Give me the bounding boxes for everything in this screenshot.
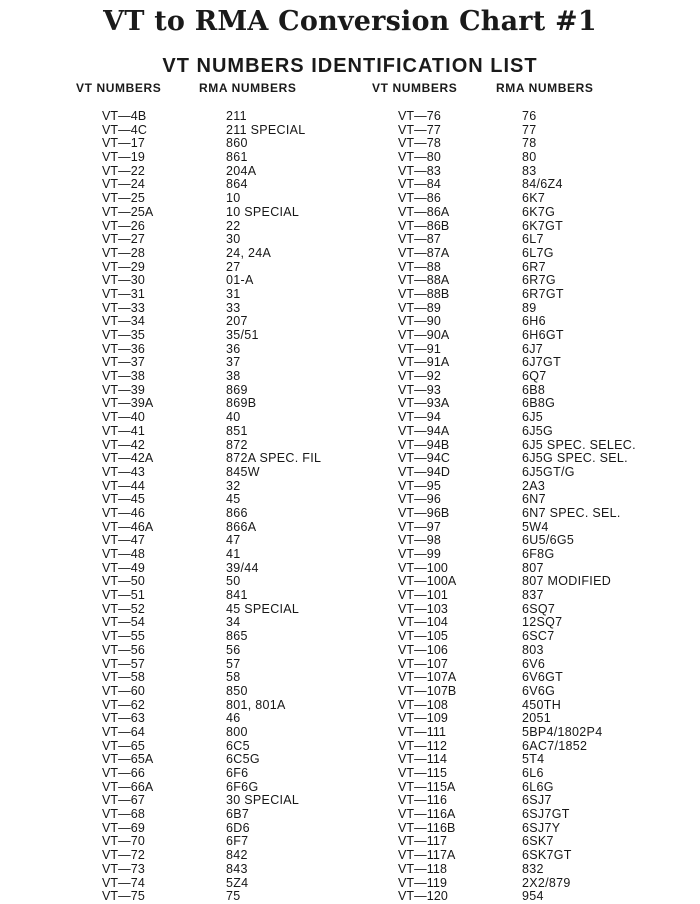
table-row — [0, 178, 700, 192]
rma-number: 27 — [226, 259, 241, 274]
vt-number: VT—66A — [102, 779, 154, 794]
vt-number: VT—49 — [102, 560, 145, 575]
vt-number: VT—62 — [102, 697, 145, 712]
table-row — [0, 397, 700, 411]
vt-number: VT—89 — [398, 300, 441, 315]
vt-number: VT—17 — [102, 136, 145, 151]
vt-number: VT—36 — [102, 341, 145, 356]
vt-number: VT—94B — [398, 437, 450, 452]
vt-number: VT—46 — [102, 505, 145, 520]
vt-number: VT—75 — [102, 889, 145, 904]
vt-number: VT—66 — [102, 766, 145, 780]
vt-number: VT—91A — [398, 355, 450, 370]
rma-number: 10 — [226, 191, 241, 206]
vt-number: VT—115 — [398, 766, 448, 780]
vt-number: VT—94 — [398, 410, 441, 425]
vt-number: VT—33 — [102, 300, 145, 315]
rma-number: 6SK7 — [522, 834, 554, 849]
right-rma-column-header: RMA NUMBERS — [496, 81, 594, 95]
vt-number: VT—45 — [102, 492, 145, 507]
rma-number: 6K7G — [522, 204, 556, 219]
rma-number: 6L7 — [522, 232, 544, 247]
vt-number: VT—42A — [102, 451, 154, 466]
table-row — [0, 302, 700, 316]
table-row — [0, 877, 700, 891]
vt-number: VT—80 — [398, 150, 441, 165]
vt-number: VT—46A — [102, 519, 154, 534]
vt-number: VT—57 — [102, 656, 145, 671]
rma-number: 6B7 — [226, 807, 250, 822]
rma-number: 6J5G — [522, 423, 554, 438]
rma-number: 6V6G — [522, 683, 556, 698]
table-row — [0, 575, 700, 589]
vt-number: VT—107B — [398, 683, 457, 698]
vt-number: VT—119 — [398, 875, 448, 890]
rma-number: 6J7 — [522, 341, 544, 356]
right-conversion-list — [0, 110, 700, 904]
vt-number: VT—25A — [102, 204, 154, 219]
rma-number: 6SJ7 — [522, 793, 552, 808]
table-row — [0, 863, 700, 877]
table-row — [0, 726, 700, 740]
vt-number: VT—104 — [398, 615, 448, 630]
rma-number: 33 — [226, 300, 241, 315]
table-row — [0, 644, 700, 658]
vt-number: VT—25 — [102, 191, 145, 206]
page-title: VT to RMA Conversion Chart #1 — [103, 6, 597, 37]
rma-number: 6SK7GT — [522, 848, 572, 863]
table-row — [0, 658, 700, 672]
vt-number: VT—100A — [398, 574, 457, 589]
rma-number: 845W — [226, 464, 260, 479]
rma-number: 6F7 — [226, 834, 249, 849]
table-row — [0, 534, 700, 548]
vt-number: VT—111 — [398, 724, 447, 739]
vt-number: VT—99 — [398, 547, 441, 561]
table-row — [0, 247, 700, 261]
vt-number: VT—107A — [398, 670, 457, 685]
vt-number: VT—86A — [398, 204, 450, 219]
vt-number: VT—77 — [398, 122, 441, 137]
table-row — [0, 616, 700, 630]
rma-number: 56 — [226, 642, 241, 657]
vt-number: VT—101 — [398, 588, 448, 603]
table-row — [0, 493, 700, 507]
rma-number: 6SJ7GT — [522, 807, 570, 822]
rma-number: 800 — [226, 724, 248, 739]
vt-number: VT—65 — [102, 738, 145, 753]
rma-number: 6R7GT — [522, 286, 564, 301]
vt-number: VT—107 — [398, 656, 448, 671]
vt-number: VT—39 — [102, 382, 145, 397]
vt-number: VT—58 — [102, 670, 145, 685]
rma-number: 6SC7 — [522, 629, 555, 644]
vt-number: VT—86 — [398, 191, 441, 206]
vt-number: VT—117A — [398, 848, 456, 863]
vt-number: VT—90A — [398, 328, 450, 342]
rma-number: 2A3 — [522, 478, 546, 493]
table-row — [0, 288, 700, 302]
table-row — [0, 808, 700, 822]
table-row — [0, 343, 700, 357]
vt-number: VT—52 — [102, 601, 145, 616]
rma-number: 39/44 — [226, 560, 259, 575]
rma-number: 869 — [226, 382, 248, 397]
vt-number: VT—41 — [102, 423, 145, 438]
table-row — [0, 425, 700, 439]
rma-number: 865 — [226, 629, 248, 644]
vt-number: VT—94D — [398, 464, 451, 479]
vt-number: VT—93A — [398, 396, 450, 411]
table-row — [0, 233, 700, 247]
rma-number: 861 — [226, 150, 248, 165]
rma-number: 40 — [226, 410, 241, 425]
vt-number: VT—83 — [398, 163, 441, 178]
vt-number: VT—56 — [102, 642, 145, 657]
rma-number: 842 — [226, 848, 248, 863]
rma-number: 6U5/6G5 — [522, 533, 575, 548]
rma-number: 6F8G — [522, 547, 555, 561]
rma-number: 31 — [226, 286, 241, 301]
table-row — [0, 124, 700, 138]
rma-number: 32 — [226, 478, 241, 493]
rma-number: 30 SPECIAL — [226, 793, 300, 808]
rma-number: 872 — [226, 437, 248, 452]
table-row — [0, 753, 700, 767]
rma-number: 850 — [226, 683, 248, 698]
vt-number: VT—116B — [398, 820, 456, 835]
vt-number: VT—88 — [398, 259, 441, 274]
table-row — [0, 548, 700, 562]
list-subtitle: VT NUMBERS IDENTIFICATION LIST — [162, 55, 538, 77]
rma-number: 6L6G — [522, 779, 554, 794]
table-row — [0, 315, 700, 329]
rma-number: 5W4 — [522, 519, 549, 534]
rma-number: 35/51 — [226, 328, 259, 342]
vt-number: VT—65A — [102, 752, 154, 767]
vt-number: VT—31 — [102, 286, 145, 301]
table-row — [0, 712, 700, 726]
table-row — [0, 740, 700, 754]
table-row — [0, 329, 700, 343]
vt-number: VT—51 — [102, 588, 145, 603]
rma-number: 38 — [226, 369, 241, 384]
rma-number: 207 — [226, 314, 248, 329]
rma-number: 83 — [522, 163, 537, 178]
vt-number: VT—74 — [102, 875, 145, 890]
rma-number: 6J5 — [522, 410, 544, 425]
vt-number: VT—64 — [102, 724, 145, 739]
vt-number: VT—116A — [398, 807, 456, 822]
rma-number: 6J5G SPEC. SEL. — [522, 451, 628, 466]
vt-number: VT—69 — [102, 820, 145, 835]
vt-number: VT—73 — [102, 861, 145, 876]
vt-number: VT—96 — [398, 492, 441, 507]
rma-number: 851 — [226, 423, 248, 438]
rma-number: 24, 24A — [226, 245, 272, 260]
vt-number: VT—117 — [398, 834, 448, 849]
rma-number: 801, 801A — [226, 697, 286, 712]
vt-number: VT—4C — [102, 122, 147, 137]
rma-number: 6H6 — [522, 314, 546, 329]
rma-number: 6R7 — [522, 259, 546, 274]
vt-number: VT—44 — [102, 478, 145, 493]
rma-number: 75 — [226, 889, 241, 904]
table-row — [0, 137, 700, 151]
rma-number: 78 — [522, 136, 537, 151]
table-row — [0, 835, 700, 849]
table-row — [0, 890, 700, 904]
vt-number: VT—34 — [102, 314, 145, 329]
rma-number: 6B8 — [522, 382, 546, 397]
vt-number: VT—42 — [102, 437, 145, 452]
rma-number: 864 — [226, 177, 248, 192]
rma-number: 6J7GT — [522, 355, 562, 370]
rma-number: 45 — [226, 492, 241, 507]
vt-number: VT—115A — [398, 779, 456, 794]
vt-number: VT—27 — [102, 232, 145, 247]
left-vt-column-header: VT NUMBERS — [76, 81, 162, 95]
table-row — [0, 849, 700, 863]
vt-number: VT—72 — [102, 848, 145, 863]
vt-number: VT—97 — [398, 519, 441, 534]
rma-number: 204A — [226, 163, 257, 178]
table-row — [0, 206, 700, 220]
vt-number: VT—90 — [398, 314, 441, 329]
vt-number: VT—48 — [102, 547, 145, 561]
rma-number: 211 — [226, 109, 247, 123]
vt-number: VT—55 — [102, 629, 145, 644]
table-row — [0, 699, 700, 713]
rma-number: 832 — [522, 861, 544, 876]
rma-number: 2051 — [522, 711, 552, 726]
rma-number: 34 — [226, 615, 241, 630]
rma-number: 84/6Z4 — [522, 177, 563, 192]
vt-number: VT—108 — [398, 697, 448, 712]
vt-number: VT—50 — [102, 574, 145, 589]
rma-number: 30 — [226, 232, 241, 247]
rma-number: 6Q7 — [522, 369, 547, 384]
rma-number: 6C5 — [226, 738, 250, 753]
table-row — [0, 562, 700, 576]
rma-number: 6SJ7Y — [522, 820, 561, 835]
rma-number: 6SQ7 — [522, 601, 556, 616]
rma-number: 872A SPEC. FIL — [226, 451, 322, 466]
vt-number: VT—84 — [398, 177, 441, 192]
vt-number: VT—43 — [102, 464, 145, 479]
vt-number: VT—22 — [102, 163, 145, 178]
table-row — [0, 165, 700, 179]
rma-number: 6F6 — [226, 766, 249, 780]
rma-number: 6C5G — [226, 752, 260, 767]
rma-number: 837 — [522, 588, 544, 603]
rma-number: 6B8G — [522, 396, 556, 411]
vt-number: VT—47 — [102, 533, 145, 548]
rma-number: 841 — [226, 588, 248, 603]
rma-number: 36 — [226, 341, 241, 356]
rma-number: 5T4 — [522, 752, 545, 767]
vt-number: VT—114 — [398, 752, 448, 767]
rma-number: 807 MODIFIED — [522, 574, 612, 589]
rma-number: 12SQ7 — [522, 615, 563, 630]
vt-number: VT—94C — [398, 451, 451, 466]
vt-number: VT—98 — [398, 533, 441, 548]
rma-number: 6AC7/1852 — [522, 738, 588, 753]
table-row — [0, 356, 700, 370]
rma-number: 954 — [522, 889, 544, 904]
table-row — [0, 630, 700, 644]
vt-number: VT—78 — [398, 136, 441, 151]
table-row — [0, 794, 700, 808]
rma-number: 80 — [522, 150, 537, 165]
vt-number: VT—103 — [398, 601, 448, 616]
rma-number: 89 — [522, 300, 537, 315]
vt-number: VT—88A — [398, 273, 450, 288]
vt-number: VT—4B — [102, 109, 147, 123]
table-row — [0, 261, 700, 275]
rma-number: 6L7G — [522, 245, 554, 260]
vt-number: VT—88B — [398, 286, 450, 301]
rma-number: 866A — [226, 519, 257, 534]
vt-number: VT—39A — [102, 396, 154, 411]
rma-number: 45 SPECIAL — [226, 601, 300, 616]
table-row — [0, 439, 700, 453]
rma-number: 6J5GT/G — [522, 464, 575, 479]
table-row — [0, 685, 700, 699]
table-row — [0, 480, 700, 494]
vt-number: VT—40 — [102, 410, 145, 425]
rma-number: 6D6 — [226, 820, 250, 835]
table-row — [0, 151, 700, 165]
rma-number: 5Z4 — [226, 875, 249, 890]
rma-number: 6J5 SPEC. SELEC. — [522, 437, 636, 452]
rma-number: 50 — [226, 574, 241, 589]
rma-number: 41 — [226, 547, 241, 561]
rma-number: 37 — [226, 355, 241, 370]
vt-number: VT—28 — [102, 245, 145, 260]
rma-number: 6F6G — [226, 779, 259, 794]
table-row — [0, 589, 700, 603]
rma-number: 6V6 — [522, 656, 546, 671]
table-row — [0, 110, 700, 124]
table-row — [0, 192, 700, 206]
rma-number: 6H6GT — [522, 328, 564, 342]
rma-number: 6K7 — [522, 191, 546, 206]
vt-number: VT—67 — [102, 793, 145, 808]
vt-number: VT—29 — [102, 259, 145, 274]
vt-number: VT—100 — [398, 560, 448, 575]
table-row — [0, 822, 700, 836]
vt-number: VT—35 — [102, 328, 145, 342]
rma-number: 6L6 — [522, 766, 544, 780]
vt-number: VT—106 — [398, 642, 448, 657]
table-row — [0, 603, 700, 617]
vt-number: VT—92 — [398, 369, 441, 384]
table-row — [0, 452, 700, 466]
rma-number: 6V6GT — [522, 670, 564, 685]
right-vt-column-header: VT NUMBERS — [372, 81, 458, 95]
rma-number: 10 SPECIAL — [226, 204, 300, 219]
rma-number: 807 — [522, 560, 544, 575]
vt-number: VT—19 — [102, 150, 145, 165]
vt-number: VT—87 — [398, 232, 441, 247]
rma-number: 46 — [226, 711, 241, 726]
rma-number: 803 — [522, 642, 544, 657]
table-row — [0, 411, 700, 425]
rma-number: 6R7G — [522, 273, 556, 288]
left-rma-column-header: RMA NUMBERS — [199, 81, 297, 95]
rma-number: 866 — [226, 505, 248, 520]
rma-number: 450TH — [522, 697, 562, 712]
rma-number: 5BP4/1802P4 — [522, 724, 603, 739]
rma-number: 6K7GT — [522, 218, 564, 233]
vt-number: VT—91 — [398, 341, 441, 356]
table-row — [0, 274, 700, 288]
vt-number: VT—26 — [102, 218, 145, 233]
vt-number: VT—70 — [102, 834, 145, 849]
vt-number: VT—38 — [102, 369, 145, 384]
rma-number: 57 — [226, 656, 241, 671]
vt-number: VT—68 — [102, 807, 145, 822]
table-row — [0, 384, 700, 398]
vt-number: VT—30 — [102, 273, 145, 288]
vt-number: VT—118 — [398, 861, 448, 876]
rma-number: 77 — [522, 122, 537, 137]
table-row — [0, 370, 700, 384]
vt-number: VT—37 — [102, 355, 145, 370]
rma-number: 2X2/879 — [522, 875, 571, 890]
rma-number: 860 — [226, 136, 248, 151]
rma-number: 211 SPECIAL — [226, 122, 306, 137]
table-row — [0, 671, 700, 685]
rma-number: 843 — [226, 861, 248, 876]
rma-number: 01-A — [226, 273, 254, 288]
vt-number: VT—63 — [102, 711, 145, 726]
vt-number: VT—60 — [102, 683, 145, 698]
table-row — [0, 767, 700, 781]
vt-number: VT—24 — [102, 177, 145, 192]
table-row — [0, 781, 700, 795]
table-row — [0, 521, 700, 535]
rma-number: 76 — [522, 109, 537, 123]
vt-number: VT—105 — [398, 629, 448, 644]
vt-number: VT—112 — [398, 738, 448, 753]
rma-number: 47 — [226, 533, 241, 548]
vt-number: VT—87A — [398, 245, 450, 260]
vt-number: VT—86B — [398, 218, 450, 233]
rma-number: 58 — [226, 670, 241, 685]
vt-number: VT—120 — [398, 889, 448, 904]
rma-number: 6N7 SPEC. SEL. — [522, 505, 621, 520]
rma-number: 869B — [226, 396, 257, 411]
table-row — [0, 220, 700, 234]
table-row — [0, 466, 700, 480]
rma-number: 22 — [226, 218, 241, 233]
vt-number: VT—93 — [398, 382, 441, 397]
vt-number: VT—109 — [398, 711, 448, 726]
vt-number: VT—116 — [398, 793, 448, 808]
vt-number: VT—95 — [398, 478, 441, 493]
vt-number: VT—94A — [398, 423, 450, 438]
table-row — [0, 507, 700, 521]
vt-number: VT—76 — [398, 109, 441, 123]
vt-number: VT—96B — [398, 505, 450, 520]
rma-number: 6N7 — [522, 492, 546, 507]
vt-number: VT—54 — [102, 615, 145, 630]
